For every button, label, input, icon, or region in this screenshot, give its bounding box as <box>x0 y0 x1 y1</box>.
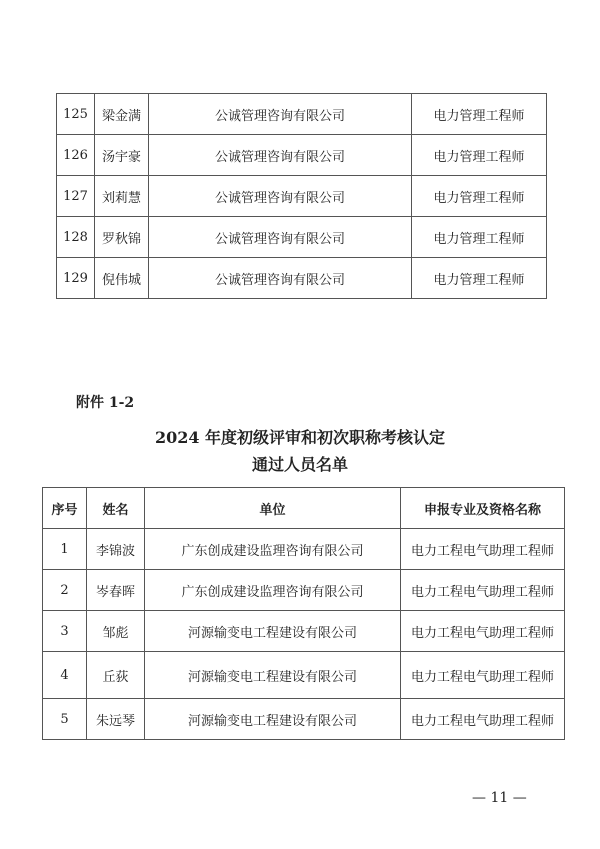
person-name: 梁金满 <box>95 94 149 135</box>
row-number: 2 <box>43 570 87 611</box>
qualification-title: 电力管理工程师 <box>412 176 547 217</box>
person-name: 罗秋锦 <box>95 217 149 258</box>
row-number: 127 <box>57 176 95 217</box>
page-number: — 11 — <box>472 790 527 806</box>
qualification-title: 电力管理工程师 <box>412 258 547 299</box>
table-row <box>57 217 547 258</box>
attachment-label: 附件 1-2 <box>76 395 135 411</box>
top-personnel-table <box>56 93 547 299</box>
person-name: 邹彪 <box>87 611 145 652</box>
work-unit: 广东创成建设监理咨询有限公司 <box>145 570 401 611</box>
person-name: 倪伟城 <box>95 258 149 299</box>
work-unit: 公诚管理咨询有限公司 <box>149 135 412 176</box>
qualification-title: 电力工程电气助理工程师 <box>401 611 565 652</box>
document-subtitle: 通过人员名单 <box>251 455 348 474</box>
person-name: 李锦波 <box>87 529 145 570</box>
work-unit: 公诚管理咨询有限公司 <box>149 217 412 258</box>
work-unit: 公诚管理咨询有限公司 <box>149 258 412 299</box>
work-unit: 公诚管理咨询有限公司 <box>149 94 412 135</box>
person-name: 汤宇豪 <box>95 135 149 176</box>
document-title: 2024 年度初级评审和初次职称考核认定 <box>154 428 446 447</box>
qualification-title: 电力工程电气助理工程师 <box>401 529 565 570</box>
person-name: 岑春晖 <box>87 570 145 611</box>
table-row <box>57 94 547 135</box>
row-number: 125 <box>57 94 95 135</box>
row-number: 126 <box>57 135 95 176</box>
qualification-title: 电力管理工程师 <box>412 217 547 258</box>
row-number: 1 <box>43 529 87 570</box>
work-unit: 河源输变电工程建设有限公司 <box>145 611 401 652</box>
qualification-title: 电力工程电气助理工程师 <box>401 652 565 699</box>
table-row <box>57 135 547 176</box>
row-number: 4 <box>43 652 87 699</box>
header-name: 姓名 <box>87 488 145 529</box>
table-row <box>43 699 565 740</box>
work-unit: 河源输变电工程建设有限公司 <box>145 652 401 699</box>
header-qualification: 申报专业及资格名称 <box>401 488 565 529</box>
table-row <box>43 570 565 611</box>
person-name: 朱远琴 <box>87 699 145 740</box>
table-header-row <box>43 488 565 529</box>
qualification-title: 电力管理工程师 <box>412 135 547 176</box>
table-row <box>43 652 565 699</box>
table-row <box>57 258 547 299</box>
row-number: 129 <box>57 258 95 299</box>
qualification-title: 电力管理工程师 <box>412 94 547 135</box>
work-unit: 公诚管理咨询有限公司 <box>149 176 412 217</box>
person-name: 丘荻 <box>87 652 145 699</box>
row-number: 3 <box>43 611 87 652</box>
work-unit: 河源输变电工程建设有限公司 <box>145 699 401 740</box>
qualification-title: 电力工程电气助理工程师 <box>401 699 565 740</box>
table-row <box>57 176 547 217</box>
header-unit: 单位 <box>145 488 401 529</box>
approved-personnel-table <box>42 487 565 740</box>
row-number: 128 <box>57 217 95 258</box>
qualification-title: 电力工程电气助理工程师 <box>401 570 565 611</box>
table-row <box>43 529 565 570</box>
person-name: 刘莉慧 <box>95 176 149 217</box>
row-number: 5 <box>43 699 87 740</box>
header-number: 序号 <box>43 488 87 529</box>
work-unit: 广东创成建设监理咨询有限公司 <box>145 529 401 570</box>
table-row <box>43 611 565 652</box>
